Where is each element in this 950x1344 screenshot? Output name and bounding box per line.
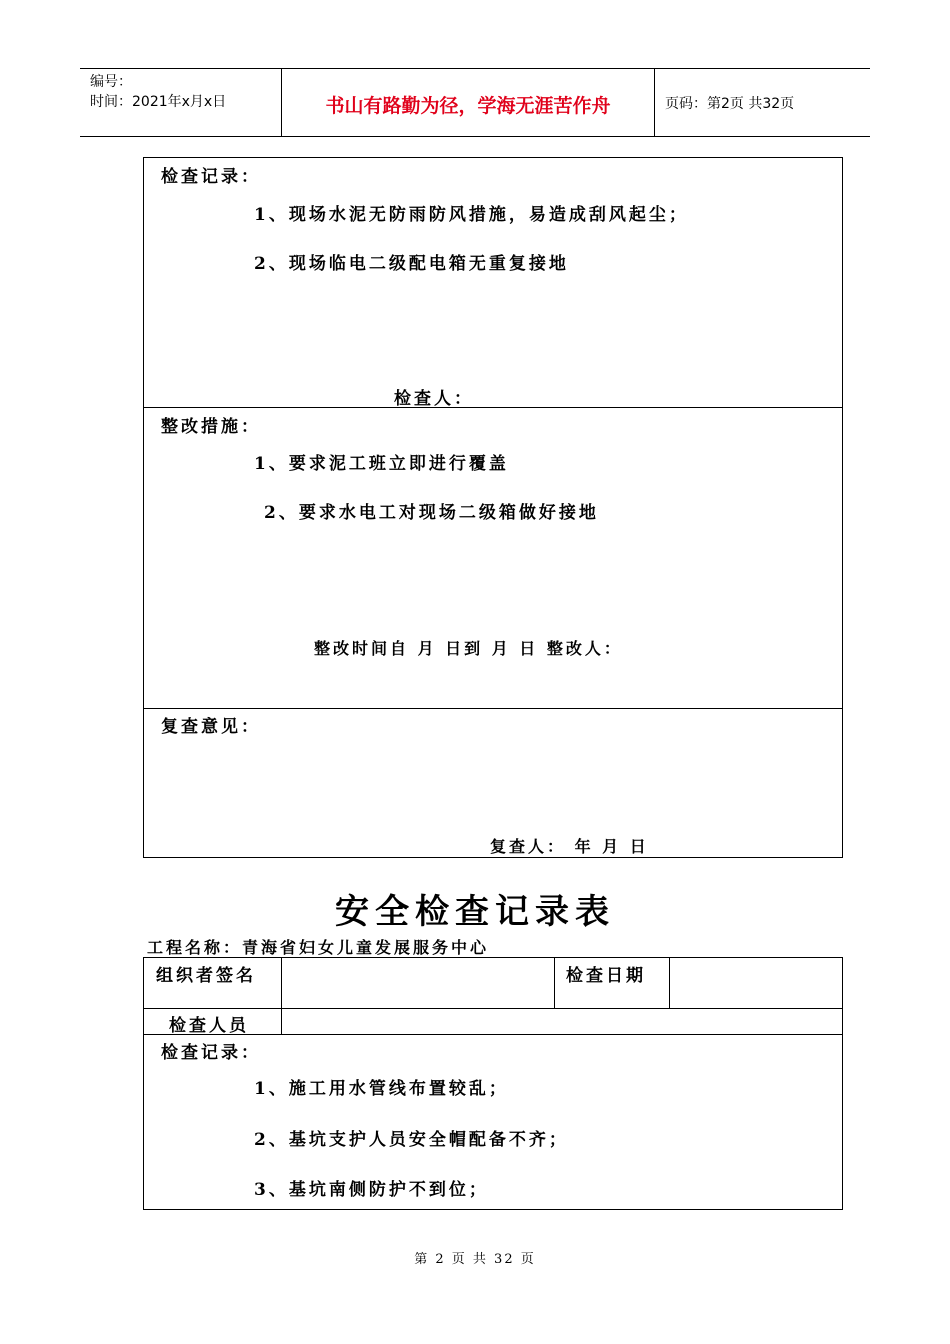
check-item: 2、基坑支护人员安全帽配备不齐；	[254, 1130, 569, 1150]
divider	[669, 958, 670, 1008]
review-label: 复查意见：	[161, 717, 261, 737]
rectify-item: 2、要求水电工对现场二级箱做好接地	[264, 503, 599, 523]
divider	[144, 1008, 842, 1009]
reviewer-line: 复查人： 年 月 日	[490, 837, 649, 856]
header-motto-cell	[281, 69, 655, 136]
inspector-label: 检查人：	[394, 389, 474, 409]
divider	[144, 407, 842, 408]
divider	[554, 958, 555, 1008]
check-record-label: 检查记录：	[161, 1043, 261, 1063]
divider	[144, 708, 842, 709]
page-title: 安全检查记录表	[335, 892, 615, 932]
project-name: 工程名称：青海省妇女儿童发展服务中心	[147, 938, 490, 957]
organizer-label: 组织者签名	[156, 966, 256, 986]
code-label: 编号：	[90, 74, 132, 90]
rectify-label: 整改措施：	[161, 417, 261, 437]
header-motto: 书山有路勤为径，学海无涯苦作舟	[325, 95, 611, 117]
personnel-label: 检查人员	[169, 1016, 249, 1036]
header-meta	[80, 69, 281, 136]
check-item: 1、施工用水管线布置较乱；	[254, 1079, 509, 1099]
page-header	[80, 68, 870, 137]
check-record-label: 检查记录：	[161, 167, 261, 187]
header-page-cell	[655, 69, 870, 136]
rectify-item: 1、要求泥工班立即进行覆盖	[254, 454, 509, 474]
check-date-label: 检查日期	[566, 966, 646, 986]
record-form-2	[143, 957, 843, 1210]
time-label: 时间：2021年x月x日	[90, 94, 227, 110]
divider	[281, 958, 282, 1034]
page-footer: 第 2 页 共 32 页	[414, 1252, 536, 1267]
rectify-time-line: 整改时间自 月 日到 月 日 整改人：	[314, 639, 623, 658]
check-item: 1、现场水泥无防雨防风措施，易造成刮风起尘；	[254, 205, 689, 225]
record-form-1	[143, 157, 843, 858]
check-item: 3、基坑南侧防护不到位；	[254, 1180, 489, 1200]
check-item: 2、现场临电二级配电箱无重复接地	[254, 254, 569, 274]
page-info: 页码：第2页 共32页	[665, 96, 795, 112]
